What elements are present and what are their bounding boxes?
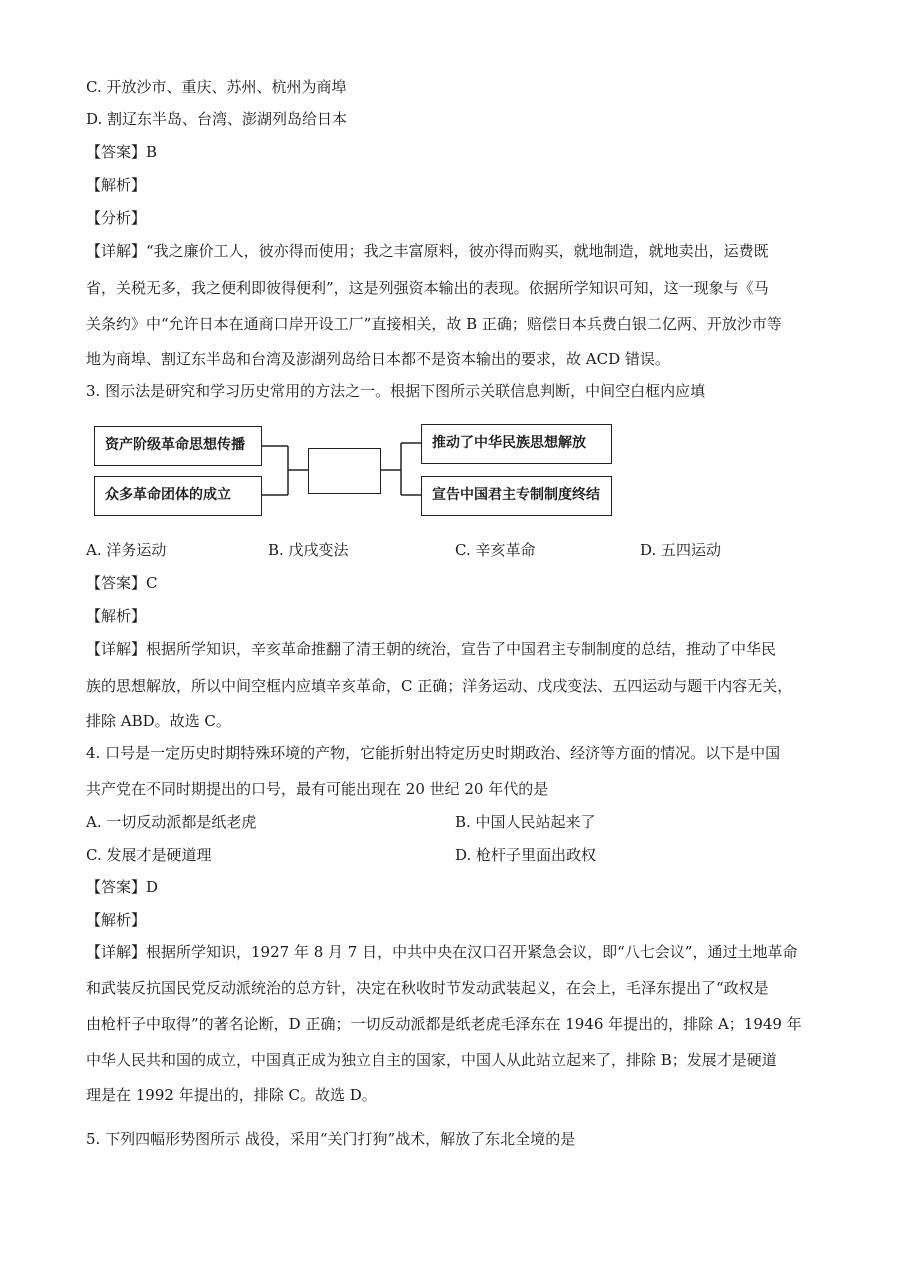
question-stem: 5. 下列四幅形势图所示 战役，采用“关门打狗”战术，解放了东北全境的是 xyxy=(86,1130,576,1148)
detail-line: 【详解】“我之廉价工人，彼亦得而使用；我之丰富原料，彼亦得而购买，就地制造，就地卖出，运费既 xyxy=(86,242,769,260)
detail-line: 族的思想解放，所以中间空框内应填辛亥革命，C 正确；洋务运动、戊戌变法、五四运动与题干内容无关， xyxy=(86,677,793,695)
diagram-box-center-blank xyxy=(308,448,381,494)
diagram-box-right-top: 推动了中华民族思想解放 xyxy=(421,424,612,464)
analysis-label: 【解析】 xyxy=(86,911,147,929)
detail-line: 地为商埠、割辽东半岛和台湾及澎湖列岛给日本都不是资本输出的要求，故 ACD 错误。 xyxy=(86,350,670,368)
detail-line: 由枪杆子中取得”的著名论断，D 正确；一切反动派都是纸老虎毛泽东在 1946 年提出的，排除 A；1949 年 xyxy=(86,1015,802,1033)
option-c: C. 开放沙市、重庆、苏州、杭州为商埠 xyxy=(86,78,347,96)
option-a: A. 洋务运动 xyxy=(86,541,167,559)
analysis-label: 【解析】 xyxy=(86,176,147,194)
detail-line: 关条约》中“允许日本在通商口岸开设工厂”直接相关，故 B 正确；赔偿日本兵费白银二亿两、开放沙市等 xyxy=(86,315,782,333)
diagram-box-left-bottom: 众多革命团体的成立 xyxy=(94,476,262,516)
diagram-box-right-bottom: 宣告中国君主专制制度终结 xyxy=(421,476,612,516)
detail-line: 和武装反抗国民党反动派统治的总方针，决定在秋收时节发动武装起义，在会上，毛泽东提出了“政权是 xyxy=(86,979,769,997)
option-b: B. 中国人民站起来了 xyxy=(455,813,596,831)
detail-line: 中华人民共和国的成立，中国真正成为独立自主的国家，中国人从此站立起来了，排除 B；发展才是硬道 xyxy=(86,1051,777,1069)
question-stem: 共产党在不同时期提出的口号，最有可能出现在 20 世纪 20 年代的是 xyxy=(86,780,549,798)
option-a: A. 一切反动派都是纸老虎 xyxy=(86,813,257,831)
option-c: C. 发展才是硬道理 xyxy=(86,846,212,864)
answer-label: 【答案】D xyxy=(86,878,159,896)
detail-line: 排除 ABD。故选 C。 xyxy=(86,712,231,730)
question-stem: 3. 图示法是研究和学习历史常用的方法之一。根据下图所示关联信息判断，中间空白框内应填 xyxy=(86,382,706,400)
option-d: D. 五四运动 xyxy=(640,541,722,559)
answer-label: 【答案】C xyxy=(86,574,158,592)
option-d: D. 割辽东半岛、台湾、澎湖列岛给日本 xyxy=(86,110,348,128)
detail-line: 理是在 1992 年提出的，排除 C。故选 D。 xyxy=(86,1086,377,1104)
detail-line: 【详解】根据所学知识，1927 年 8 月 7 日，中共中央在汉口召开紧急会议，即“八七会议”，通过土地革命 xyxy=(86,943,798,961)
option-c: C. 辛亥革命 xyxy=(455,541,536,559)
question-stem: 4. 口号是一定历史时期特殊环境的产物，它能折射出特定历史时期政治、经济等方面的情况。以下是中国 xyxy=(86,744,781,762)
answer-label: 【答案】B xyxy=(86,143,158,161)
option-d: D. 枪杆子里面出政权 xyxy=(455,846,597,864)
detail-line: 省，关税无多，我之便利即彼得便利”，这是列强资本输出的表现。依据所学知识可知，这一现象与《马 xyxy=(86,279,769,297)
option-b: B. 戊戌变法 xyxy=(268,541,349,559)
detail-line: 【详解】根据所学知识，辛亥革命推翻了清王朝的统治，宣告了中国君主专制制度的总结，推动了中华民 xyxy=(86,640,777,658)
analysis-label: 【解析】 xyxy=(86,607,147,625)
fenxi-label: 【分析】 xyxy=(86,209,147,227)
diagram-box-left-top: 资产阶级革命思想传播 xyxy=(94,426,262,466)
